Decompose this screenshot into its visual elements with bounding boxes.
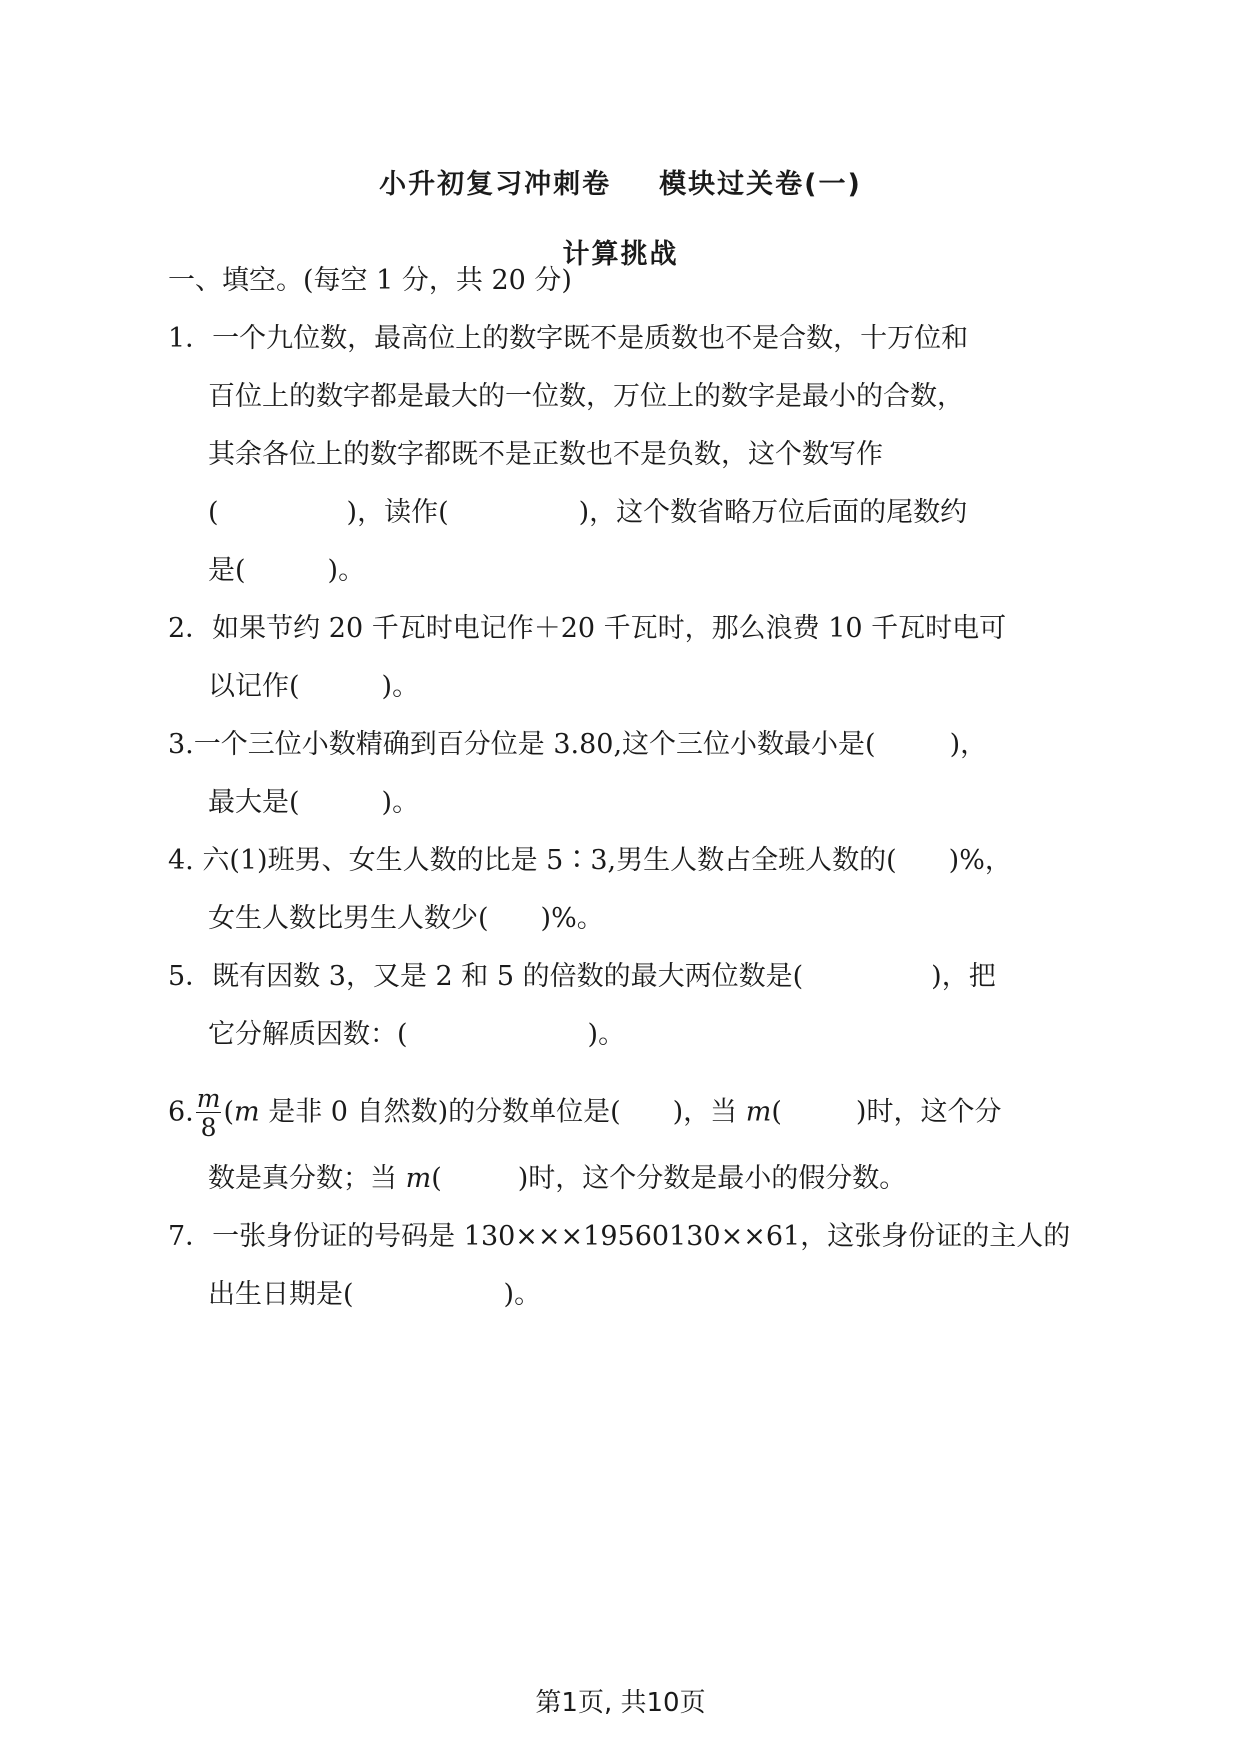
fraction-m-over-8 — [196, 1086, 222, 1140]
q1-line-3: 其余各位上的数字都既不是正数也不是负数，这个数写作 — [208, 439, 883, 470]
q7-text: )。 — [503, 1279, 542, 1310]
fraction-numerator: m — [196, 1084, 221, 1113]
q2-line-2 — [208, 670, 419, 704]
q5-line-1 — [168, 960, 996, 994]
q4-text: )%， — [948, 845, 1012, 876]
variable-m: m — [405, 1163, 432, 1194]
q6-text: )时，这个分 — [855, 1096, 1002, 1128]
q1-line-2: 百位上的数字都是最大的一位数，万位上的数字是最小的合数， — [208, 381, 964, 412]
q5-text: )，把 — [931, 961, 996, 992]
q1-blank-open: ( — [208, 497, 219, 528]
q1-text: )，读作( — [346, 497, 449, 528]
q6-line-1 — [168, 1086, 1001, 1140]
q6-text: ( — [771, 1096, 782, 1128]
q7-line-1: 7．一张身份证的号码是 130×××19560130××61，这张身份证的主人的 — [168, 1221, 1071, 1252]
page-title — [0, 162, 1241, 201]
q5-text: )。 — [587, 1019, 626, 1050]
q7-line-2 — [208, 1278, 541, 1312]
q2-text: )。 — [381, 671, 420, 702]
q4-text: 女生人数比男生人数少( — [208, 903, 489, 934]
q6-text: 数是真分数；当 — [208, 1163, 406, 1194]
q3-text: 最大是( — [208, 787, 300, 818]
q1-line-5 — [208, 554, 365, 588]
q4-text: )%。 — [540, 903, 604, 934]
q1-line-1: 1．一个九位数，最高位上的数字既不是质数也不是合数，十万位和 — [168, 323, 969, 354]
q1-text: )，这个数省略万位后面的尾数约 — [578, 497, 968, 528]
q5-text: 它分解质因数：( — [208, 1019, 408, 1050]
q6-text: )，当 — [672, 1096, 746, 1128]
q6-text: 是非 0 自然数)的分数单位是( — [259, 1096, 621, 1128]
q4-line-2 — [208, 902, 604, 936]
q1-text: )。 — [327, 555, 366, 586]
q6-text: )时，这个分数是最小的假分数。 — [517, 1163, 907, 1194]
variable-m: m — [234, 1096, 260, 1128]
q4-text: 4. 六(1)班男、女生人数的比是 5∶3,男生人数占全班人数的( — [168, 845, 897, 876]
q4-line-1 — [168, 844, 1012, 878]
q3-line-2 — [208, 786, 419, 820]
q3-text: )， — [949, 729, 988, 760]
q6-text: ( — [223, 1096, 235, 1128]
q3-line-1 — [168, 728, 987, 762]
q5-line-2 — [208, 1018, 625, 1052]
q2-text: 以记作( — [208, 671, 300, 702]
fraction-denominator: 8 — [200, 1113, 217, 1142]
q1-text: 是( — [208, 555, 246, 586]
q2-line-1: 2．如果节约 20 千瓦时电记作＋20 千瓦时，那么浪费 10 千瓦时电可 — [168, 613, 1007, 644]
q3-text: )。 — [381, 787, 420, 818]
title-series: 小升初复习冲刺卷 — [379, 169, 612, 200]
q1-line-4 — [208, 496, 967, 530]
q6-line-2 — [208, 1162, 906, 1196]
page-subtitle: 计算挑战 — [562, 239, 679, 270]
q3-text: 3.一个三位小数精确到百分位是 3.80,这个三位小数最小是( — [168, 729, 876, 760]
variable-m: m — [745, 1096, 772, 1128]
q7-text: 出生日期是( — [208, 1279, 354, 1310]
q5-text: 5．既有因数 3，又是 2 和 5 的倍数的最大两位数是( — [168, 961, 804, 992]
q6-text: ( — [431, 1163, 442, 1194]
q6-number: 6. — [168, 1096, 194, 1128]
page-number: 第1页, 共10页 — [535, 1688, 706, 1718]
section-heading: 一、填空。(每空 1 分，共 20 分) — [168, 265, 572, 296]
title-module: 模块过关卷(一) — [659, 169, 862, 200]
